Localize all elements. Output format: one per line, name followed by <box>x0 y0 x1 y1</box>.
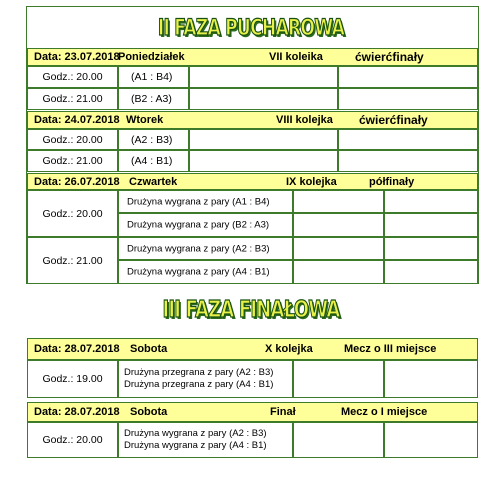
day-1-weekday: Poniedziałek <box>118 51 185 63</box>
day-1-date: Data: 23.07.2018 <box>34 51 120 63</box>
final-day-2-round: Finał <box>270 406 296 418</box>
day-3-stage: półfinały <box>369 175 415 188</box>
day-1-match-2-team-a <box>189 88 338 110</box>
day-2-match-1-team-b <box>338 129 478 150</box>
day-3-match-2-score-b <box>293 260 384 284</box>
final-day-1-time: Godz.: 19.00 <box>27 360 118 398</box>
day-2-match-1-time: Godz.: 20.00 <box>27 129 118 150</box>
section-1-title: II FAZA PUCHAROWA <box>157 16 345 41</box>
final-day-2-date: Data: 28.07.2018 <box>34 406 120 418</box>
day-3-match-2-team-a: Drużyna wygrana z pary (A2 : B3) <box>118 237 293 260</box>
day-3-weekday: Czwartek <box>129 175 178 188</box>
final-day-1-header <box>27 338 478 360</box>
day-2-date: Data: 24.07.2018 <box>34 114 120 126</box>
final-day-2-stage: Mecz o I miejsce <box>341 406 428 418</box>
day-3-date: Data: 26.07.2018 <box>34 175 120 188</box>
day-2-round: VIII kolejka <box>276 114 333 126</box>
day-3-match-2-score-a <box>293 237 384 260</box>
day-1-match-1-team-b <box>338 66 478 88</box>
day-2-header <box>27 111 478 129</box>
day-3-match-1-time: Godz.: 20.00 <box>27 190 118 237</box>
day-3-match-2-time: Godz.: 21.00 <box>27 237 118 284</box>
day-2-match-2-pair: (A4 : B1) <box>118 150 189 172</box>
final-day-2-team-b: Drużyna wygrana z pary (A4 : B1) <box>124 440 267 451</box>
final-day-1-stage: Mecz o III miejsce <box>344 343 437 355</box>
day-1-match-1-time: Godz.: 20.00 <box>27 66 118 88</box>
day-2-match-1-pair: (A2 : B3) <box>118 129 189 150</box>
day-3-match-1-extra-a <box>384 190 478 213</box>
day-1-match-1-pair: (A1 : B4) <box>118 66 189 88</box>
final-day-1-teams <box>118 360 293 398</box>
final-day-2-teams <box>118 422 293 458</box>
final-day-1-round: X kolejka <box>265 343 313 355</box>
day-3-match-1-extra-b <box>384 213 478 237</box>
day-3-match-2-extra-a <box>384 237 478 260</box>
final-day-1-weekday: Sobota <box>130 343 168 355</box>
final-day-1-team-a: Drużyna przegrana z pary (A2 : B3) <box>124 367 274 378</box>
day-2-match-2-team-b <box>338 150 478 172</box>
day-3-match-2-extra-b <box>384 260 478 284</box>
day-3-match-1-team-b: Drużyna wygrana z pary (B2 : A3) <box>118 213 293 237</box>
final-day-1-team-b: Drużyna przegrana z pary (A4 : B1) <box>124 379 274 390</box>
day-2-weekday: Wtorek <box>126 114 164 126</box>
final-day-2-team-a: Drużyna wygrana z pary (A2 : B3) <box>124 428 267 439</box>
final-day-2-score <box>293 422 384 458</box>
final-day-2-header <box>27 402 478 422</box>
day-1-match-2-team-b <box>338 88 478 110</box>
final-day-2-extra <box>384 422 478 458</box>
day-3-match-1-score-b <box>293 213 384 237</box>
day-3-match-2-team-b: Drużyna wygrana z pary (A4 : B1) <box>118 260 293 284</box>
final-day-2-time: Godz.: 20.00 <box>27 422 118 458</box>
day-1-match-2-time: Godz.: 21.00 <box>27 88 118 110</box>
day-3-match-1-score-a <box>293 190 384 213</box>
day-2-match-2-team-a <box>189 150 338 172</box>
day-1-match-2-pair: (B2 : A3) <box>118 88 189 110</box>
day-1-stage: ćwierćfinały <box>355 50 424 64</box>
day-2-match-1-team-a <box>189 129 338 150</box>
final-day-1-date: Data: 28.07.2018 <box>34 343 120 355</box>
final-day-1-extra <box>384 360 478 398</box>
day-1-match-1-team-a <box>189 66 338 88</box>
day-3-match-1-team-a: Drużyna wygrana z pary (A1 : B4) <box>118 190 293 213</box>
final-day-1-score <box>293 360 384 398</box>
day-1-round: VII koleika <box>269 51 323 63</box>
final-day-2-weekday: Sobota <box>130 406 168 418</box>
day-2-stage: ćwierćfinały <box>359 113 428 127</box>
day-3-round: IX kolejka <box>286 175 337 188</box>
day-1-header <box>27 48 478 66</box>
section-2-title: III FAZA FINAŁOWA <box>162 297 340 323</box>
day-2-match-2-time: Godz.: 21.00 <box>27 150 118 172</box>
day-3-header <box>27 173 478 190</box>
